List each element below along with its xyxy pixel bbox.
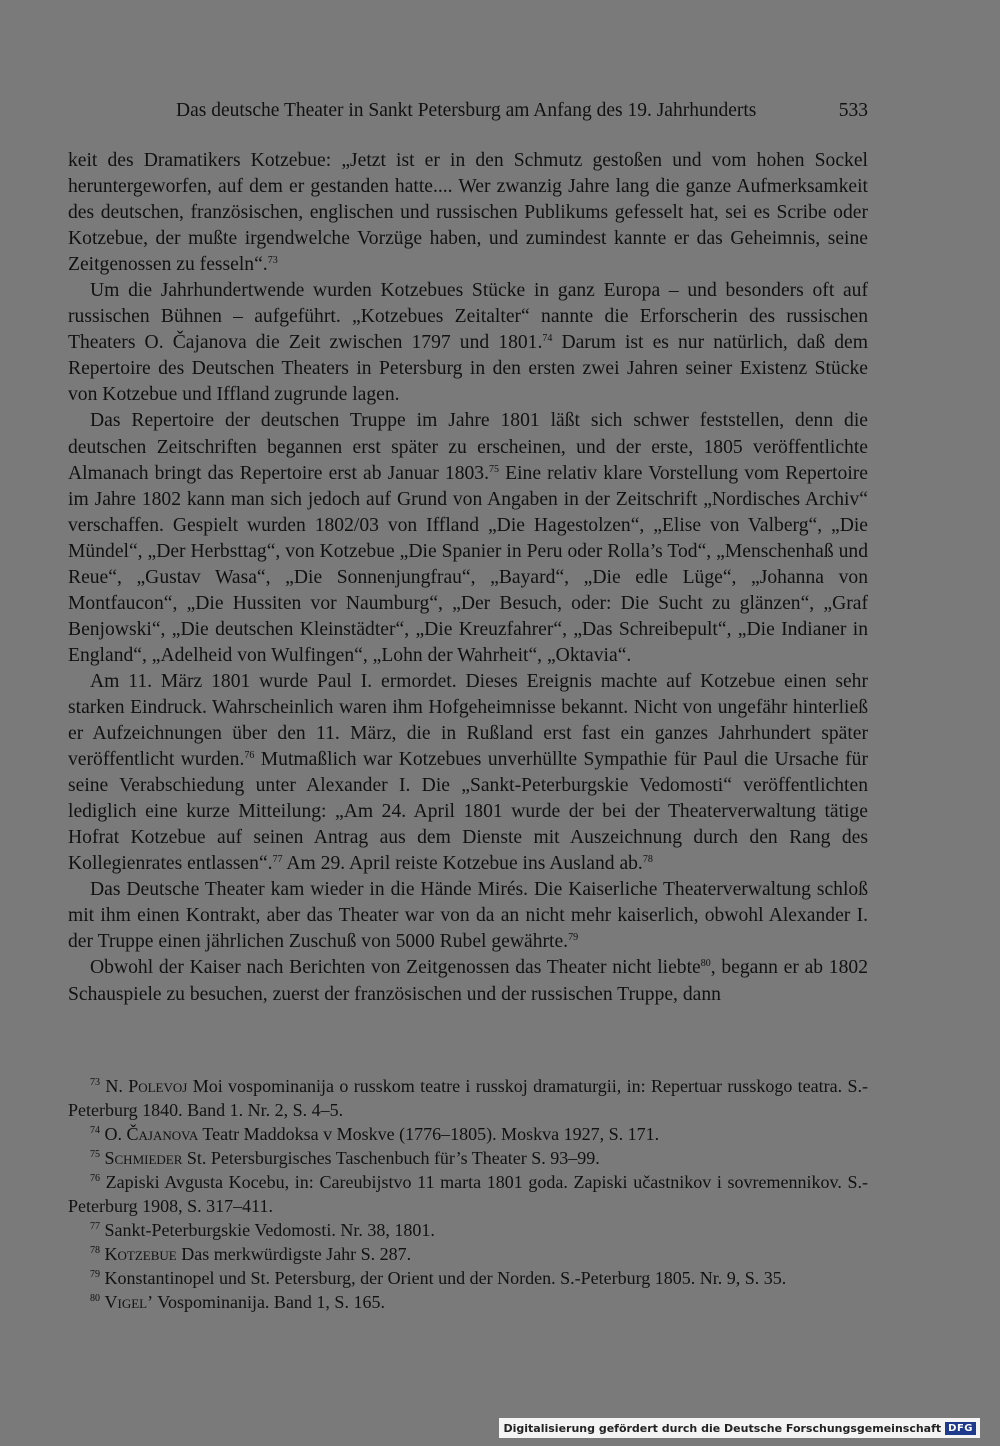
footnote-number: 76: [90, 1173, 100, 1184]
paragraph-text: Das Repertoire der deutschen Truppe im Jahre 1801 läßt sich schwer feststellen, denn die deutschen Zeitschriften begannen erst später zu erscheinen, und der erste, 1805 veröffentlichte Almanach bringt das Repertoire erst ab Januar 1803.: [68, 410, 868, 484]
footnote: [68, 1290, 868, 1314]
footnote-text: Zapiski Avgusta Kocebu, in: Careubijstvo 11 marta 1801 goda. Zapiski učastnikov i sovremennikov. S.-Peterburg 1908, S. 317–411.: [68, 1172, 869, 1216]
footnote-author: Kotzebue: [104, 1244, 177, 1264]
footnote-number: 79: [90, 1269, 100, 1280]
footnote-ref: 74: [542, 333, 553, 345]
paragraph-text: Um die Jahrhundertwende wurden Kotzebues Stücke in ganz Europa – und besonders oft auf russischen Bühnen – aufgeführt. „Kotzebues Zeitalter“ nannte die Erforscherin des russischen Theaters O. Čajanova die Zeit zwischen 1797 und 1801.: [68, 280, 868, 354]
footnote-author: O. Čajanova: [104, 1124, 199, 1144]
running-header: [68, 100, 868, 128]
body-paragraph: [68, 278, 868, 408]
footnote-text: Konstantinopel und St. Petersburg, der Orient und der Norden. S.-Peterburg 1805. Nr. 9, S. 35.: [104, 1268, 787, 1288]
footnote-number: 78: [90, 1245, 100, 1256]
paragraph-text: Eine relativ klare Vorstellung vom Repertoire im Jahre 1802 kann man sich jedoch auf Grund von Angaben in der Zeitschrift „Nordisches Archiv“ verschaffen. Gespielt wurden 1802/03 von Iffland „Die Hagestolzen“, „Elise von Valberg“, „Die Mündel“, „Der Herbsttag“, von Kotzebue „Die Spanier in Peru oder Rolla’s Tod“, „Menschenhaß und Reue“, „Gustav Wasa“, „Die Sonnenjungfrau“, „Bayard“, „Die edle Lüge“, „Johanna von Montfaucon“, „Die Hussiten vor Naumburg“, „Der Besuch, oder: Die Sucht zu glänzen“, „Graf Benjowski“, „Die deutschen Kleinstädter“, „Die Kreuzfahrer“, „Das Schreibepult“, „Die Indianer in England“, „Adelheid von Wulfingen“, „Lohn der Wahrheit“, „Oktavia“.: [68, 462, 868, 666]
paragraph-text: Am 29. April reiste Kotzebue ins Ausland ab.: [282, 853, 643, 875]
footnote: [68, 1074, 868, 1122]
paragraph-text: Am 11. März 1801 wurde Paul I. ermordet. Dieses Ereignis machte auf Kotzebue einen sehr starken Eindruck. Wahrscheinlich waren ihm Hofgeheimnisse bekannt. Nicht von ungefähr hinterließ er Aufzeichnungen über den 11. März, die in Rußland erst fast ein ganzes Jahrhundert später veröffentlicht wurden.: [68, 670, 868, 771]
body-text: [68, 148, 868, 1008]
footnote: [68, 1122, 868, 1146]
footnote-author: Vigel’: [104, 1292, 154, 1312]
footnote-text: Vospominanija. Band 1, S. 165.: [153, 1292, 385, 1312]
paragraph-text: Mutmaßlich war Kotzebues unverhüllte Sympathie für Paul die Ursache für seine Verabschiedung unter Alexander I. Die „Sankt-Peterburgskie Vedomosti“ veröffentlichten lediglich eine kurze Mitteilung: „Am 24. April 1801 wurde der bei der Theaterverwaltung tätige Hofrat Kotzebue auf seinen Antrag aus dem Dienste mit Auszeichnung durch den Rang des Kollegienrates entlassen“.: [68, 749, 868, 875]
footnote: [68, 1242, 868, 1266]
footnote-ref: 79: [568, 932, 579, 944]
footnote-ref: 77: [272, 854, 283, 866]
page-number: 533: [838, 100, 868, 121]
footnote: [68, 1218, 868, 1242]
paragraph-text: Das Deutsche Theater kam wieder in die Hände Mirés. Die Kaiserliche Theaterverwaltung schloß mit ihm einen Kontrakt, aber das Theater war von da an nicht mehr kaiserlich, obwohl Alexander I. der Truppe einen jährlichen Zuschuß von 5000 Rubel gewährte.: [68, 879, 868, 953]
body-paragraph: [68, 955, 868, 1007]
footnote: [68, 1146, 868, 1170]
footnote-ref: 73: [267, 255, 278, 267]
body-paragraph: [68, 669, 868, 877]
paragraph-text: Obwohl der Kaiser nach Berichten von Zeitgenossen das Theater nicht liebte: [90, 957, 701, 979]
footnote-text: Moi vospominanija o russkom teatre i russkoj dramaturgii, in: Repertuar russkogo teatra. S.-Peterburg 1840. Band 1. Nr. 2, S. 4–5.: [68, 1076, 868, 1120]
footnote-text: Teatr Maddoksa v Moskve (1776–1805). Moskva 1927, S. 171.: [198, 1124, 660, 1144]
footnote-text: Das merkwürdigste Jahr S. 287.: [176, 1244, 412, 1264]
footnote-text: St. Petersburgisches Taschenbuch für’s Theater S. 93–99.: [182, 1148, 600, 1168]
footnote-ref: 78: [642, 854, 653, 866]
body-paragraph: [68, 877, 868, 955]
footnote: [68, 1266, 868, 1290]
digitization-note: Digitalisierung gefördert durch die Deutsche Forschungsgemeinschaft: [503, 1421, 942, 1435]
footnote-text: Sankt-Peterburgskie Vedomosti. Nr. 38, 1801.: [104, 1220, 435, 1240]
paragraph-text: keit des Dramatikers Kotzebue: „Jetzt ist er in den Schmutz gestoßen und vom hohen Sockel heruntergeworfen, auf dem er gestanden hatte.... Wer zwanzig Jahre lang die ganze Aufmerksamkeit des deutschen, französischen, englischen und russischen Publikums gefesselt hat, sei es Scribe oder Kotzebue, der mußte irgendwelche Vorzüge haben, und zumindest kannte er das Geheimnis, seine Zeitgenossen zu fesseln“.: [68, 150, 868, 276]
paragraph-text: , begann er ab 1802 Schauspiele zu besuchen, zuerst der französischen und der russischen Truppe, dann: [68, 957, 868, 1005]
footnote-ref: 76: [244, 750, 255, 762]
footnote-number: 75: [90, 1149, 100, 1160]
footnote-ref: 75: [488, 463, 499, 475]
footnote-number: 74: [90, 1125, 100, 1136]
body-paragraph: [68, 408, 868, 668]
footnote: [68, 1170, 868, 1218]
dfg-logo: DFG: [945, 1422, 976, 1435]
body-paragraph: [68, 148, 868, 278]
footnote-number: 77: [90, 1221, 100, 1232]
footnote-number: 73: [90, 1077, 100, 1088]
running-title: Das deutsche Theater in Sankt Petersburg am Anfang des 19. Jahrhunderts: [176, 100, 757, 121]
paragraph-text: Darum ist es nur natürlich, daß dem Repertoire des Deutschen Theaters in Petersburg in den ersten zwei Jahren seiner Existenz Stücke von Kotzebue und Iffland zugrunde lagen.: [68, 332, 868, 406]
footnotes: [68, 1074, 868, 1314]
footnote-author: N. Polevoj: [105, 1076, 188, 1096]
footnote-number: 80: [90, 1293, 100, 1304]
footnote-ref: 80: [700, 958, 711, 970]
footnote-author: Schmieder: [104, 1148, 183, 1168]
digitization-credit: [499, 1418, 980, 1438]
